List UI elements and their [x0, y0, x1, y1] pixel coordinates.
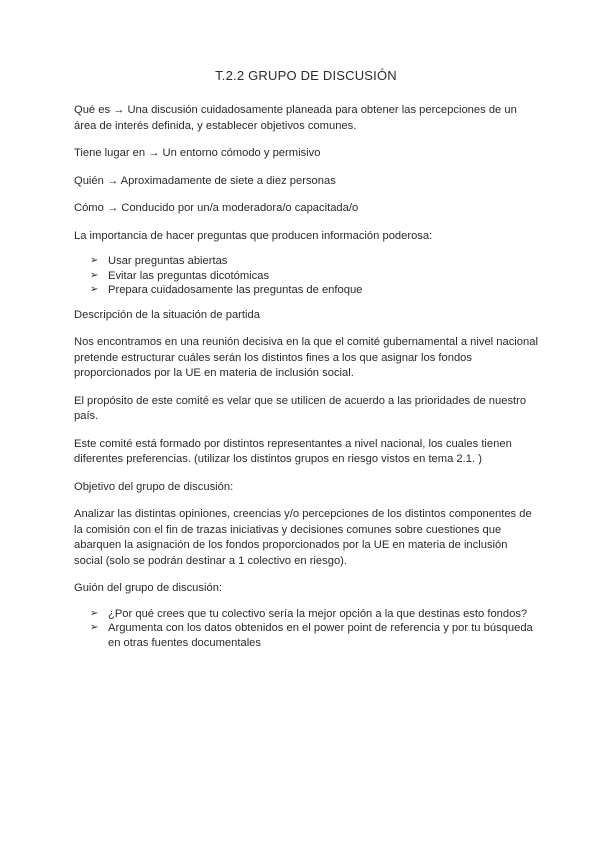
list-item: [90, 283, 538, 298]
objetivo-heading: Objetivo del grupo de discusión:: [74, 480, 234, 493]
descripcion-heading: Descripción de la situación de partida: [74, 308, 260, 321]
preguntas-list: [74, 254, 538, 298]
arrow-bullet-icon: ➢: [90, 284, 99, 295]
list-item: [90, 607, 538, 622]
guion-list: [74, 607, 538, 651]
list-item-text: Argumenta con los datos obtenidos en el power point de referencia y por tu búsqueda en otras fuentes documentales: [108, 622, 533, 649]
objetivo-paragraph: Analizar las distintas opiniones, creencias y/o percepciones de los distintos componentes de la comisión con el fin de trazas iniciativas y decisiones comunes sobre cuestiones que abarquen la asignación de los fondos proporcionados por la UE en materia de inclusión social (solo se podrán destinar a 1 colectivo en riesgo).: [74, 508, 532, 567]
list-item-text: ¿Por qué crees que tu colectivo sería la mejor opción a la que destinas esto fondos?: [108, 607, 528, 620]
tiene-lugar-paragraph: Tiene lugar en → Un entorno cómodo y permisivo: [74, 147, 321, 159]
quien-paragraph: Quién → Aproximadamente de siete a diez personas: [74, 174, 336, 187]
arrow-bullet-icon: ➢: [90, 607, 99, 619]
situacion-paragraph-3: Este comité está formado por distintos representantes a nivel nacional, los cuales tienen diferentes preferencias. (utilizar los distintos grupos en riesgo vistos en tema 2.1. ): [74, 437, 512, 465]
list-item-text: Evitar las preguntas dicotómicas: [108, 269, 270, 282]
list-item-text: Prepara cuidadosamente las preguntas de enfoque: [108, 284, 363, 296]
guion-heading: Guión del grupo de discusión:: [74, 582, 223, 594]
que-es-paragraph: Qué es → Una discusión cuidadosamente planeada para obtener las percepciones de un área de interés definida, y establecer objetivos comunes.: [74, 104, 517, 132]
como-paragraph: Cómo → Conducido por un/a moderadora/o capacitada/o: [74, 202, 359, 214]
list-item: [90, 621, 538, 650]
list-item: [90, 254, 538, 269]
situacion-paragraph-2: El propósito de este comité es velar que se utilicen de acuerdo a las prioridades de nuestro país.: [74, 394, 527, 422]
list-item-text: Usar preguntas abiertas: [108, 255, 228, 267]
situacion-paragraph-1: Nos encontramos en una reunión decisiva en la que el comité gubernamental a nivel nacional pretende estructurar cuáles serán los distintos fines a los que asignar los fondos proporcionados por la UE en materia de inclusión social.: [74, 336, 538, 379]
list-item: [90, 269, 538, 284]
arrow-bullet-icon: ➢: [90, 255, 99, 266]
importancia-paragraph: La importancia de hacer preguntas que producen información poderosa:: [74, 229, 433, 242]
arrow-bullet-icon: ➢: [90, 622, 99, 633]
arrow-bullet-icon: ➢: [90, 269, 99, 281]
page-title: T.2.2 GRUPO DE DISCUSIÓN: [215, 68, 397, 83]
